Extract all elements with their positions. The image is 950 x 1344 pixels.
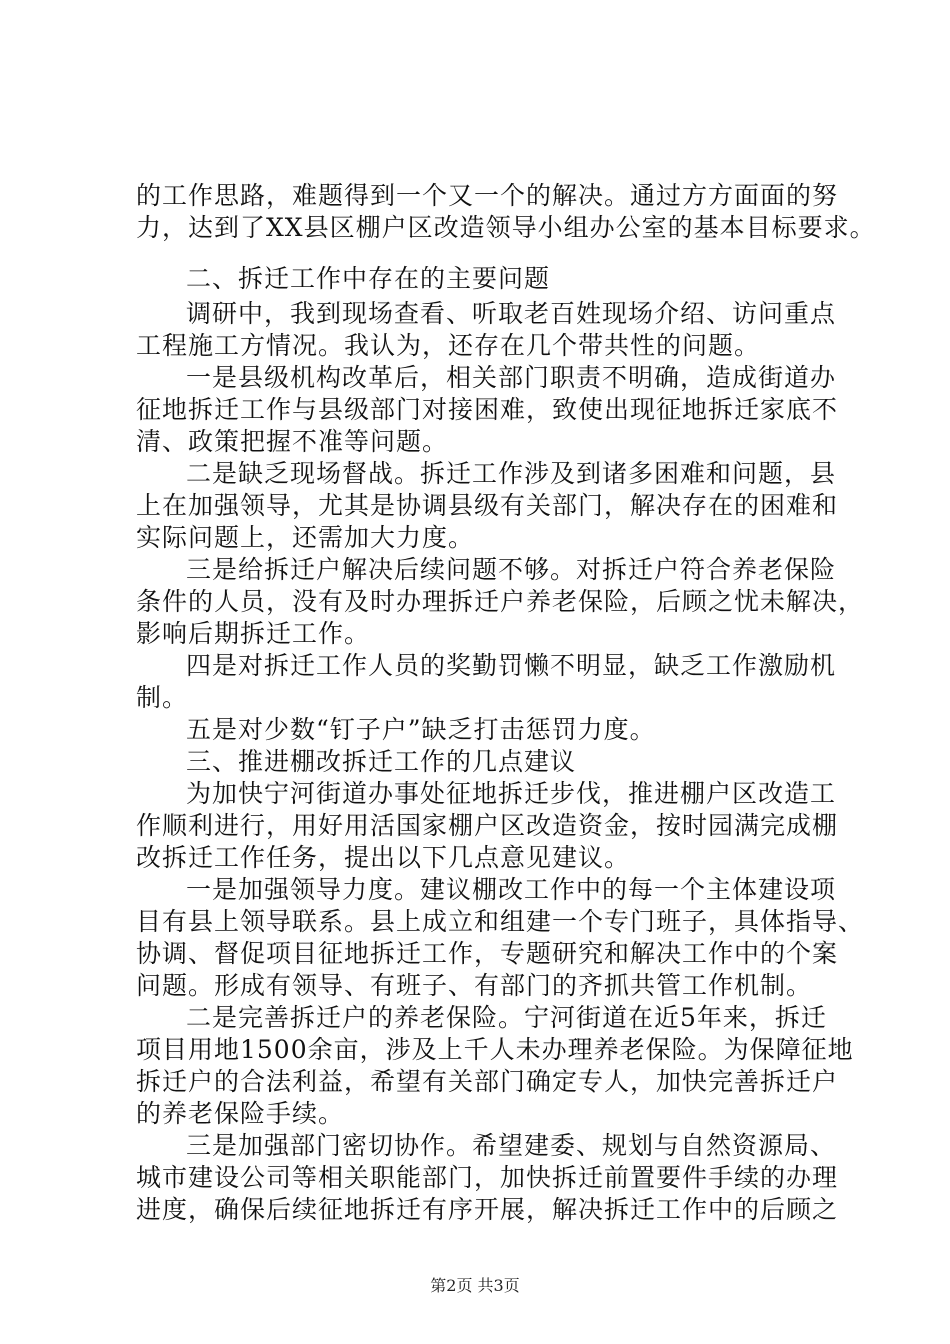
text-line: 二是缺乏现场督战。拆迁工作涉及到诸多困难和问题，县 [186,459,837,488]
text-line: 改拆迁工作任务，提出以下几点意见建议。 [136,843,631,872]
section-heading: 三、推进棚改拆迁工作的几点建议 [186,747,577,776]
text-line: 实际问题上，还需加大力度。 [136,523,475,552]
text-line: 一是加强领导力度。建议棚改工作中的每一个主体建设项 [186,875,837,904]
text-line: 问题。形成有领导、有班子、有部门的齐抓共管工作机制。 [136,971,813,1000]
text-line: 调研中，我到现场查看、听取老百姓现场介绍、访问重点 [186,299,837,328]
text-line: 作顺利进行，用好用活国家棚户区改造资金，按时园满完成棚 [136,811,839,840]
text-line: 清、政策把握不准等问题。 [136,427,449,456]
text-line: 影响后期拆迁工作。 [136,619,371,648]
text-line: 项目用地1500余亩，涉及上千人未办理养老保险。为保障征地 [136,1035,854,1064]
text-line: 为加快宁河街道办事处征地拆迁步伐，推进棚户区改造工 [186,779,837,808]
text-line: 征地拆迁工作与县级部门对接困难，致使出现征地拆迁家底不 [136,395,839,424]
text-line: 工程施工方情况。我认为，还存在几个带共性的问题。 [136,331,761,360]
text-line: 目有县上领导联系。县上成立和组建一个专门班子，具体指导、 [136,907,865,936]
text-line: 三是给拆迁户解决后续问题不够。对拆迁户符合养老保险 [186,555,837,584]
text-line: 的工作思路，难题得到一个又一个的解决。通过方方面面的努 [136,181,839,210]
text-line: 拆迁户的合法利益，希望有关部门确定专人，加快完善拆迁户 [136,1067,839,1096]
text-line: 协调、督促项目征地拆迁工作，专题研究和解决工作中的个案 [136,939,839,968]
page-number-footer: 第2页 共3页 [430,1276,520,1295]
text-line: 力，达到了XX县区棚户区改造领导小组办公室的基本目标要求。 [136,213,876,242]
text-line: 条件的人员，没有及时办理拆迁户养老保险，后顾之忧未解决， [136,587,865,616]
text-line: 二是完善拆迁户的养老保险。宁河街道在近5年来，拆迁 [186,1003,827,1032]
text-line: 一是县级机构改革后，相关部门职责不明确，造成街道办 [186,363,837,392]
text-line: 的养老保险手续。 [136,1099,345,1128]
text-line: 上在加强领导，尤其是协调县级有关部门，解决存在的困难和 [136,491,839,520]
text-line: 四是对拆迁工作人员的奖勤罚懒不明显，缺乏工作激励机 [186,651,837,680]
text-line: 五是对少数“钉子户”缺乏打击惩罚力度。 [186,715,656,744]
section-heading: 二、拆迁工作中存在的主要问题 [186,264,551,293]
text-line: 制。 [136,683,189,712]
text-line: 三是加强部门密切协作。希望建委、规划与自然资源局、 [186,1131,837,1160]
text-line: 城市建设公司等相关职能部门，加快拆迁前置要件手续的办理 [136,1163,839,1192]
text-line: 进度，确保后续征地拆迁有序开展，解决拆迁工作中的后顾之 [136,1195,839,1224]
